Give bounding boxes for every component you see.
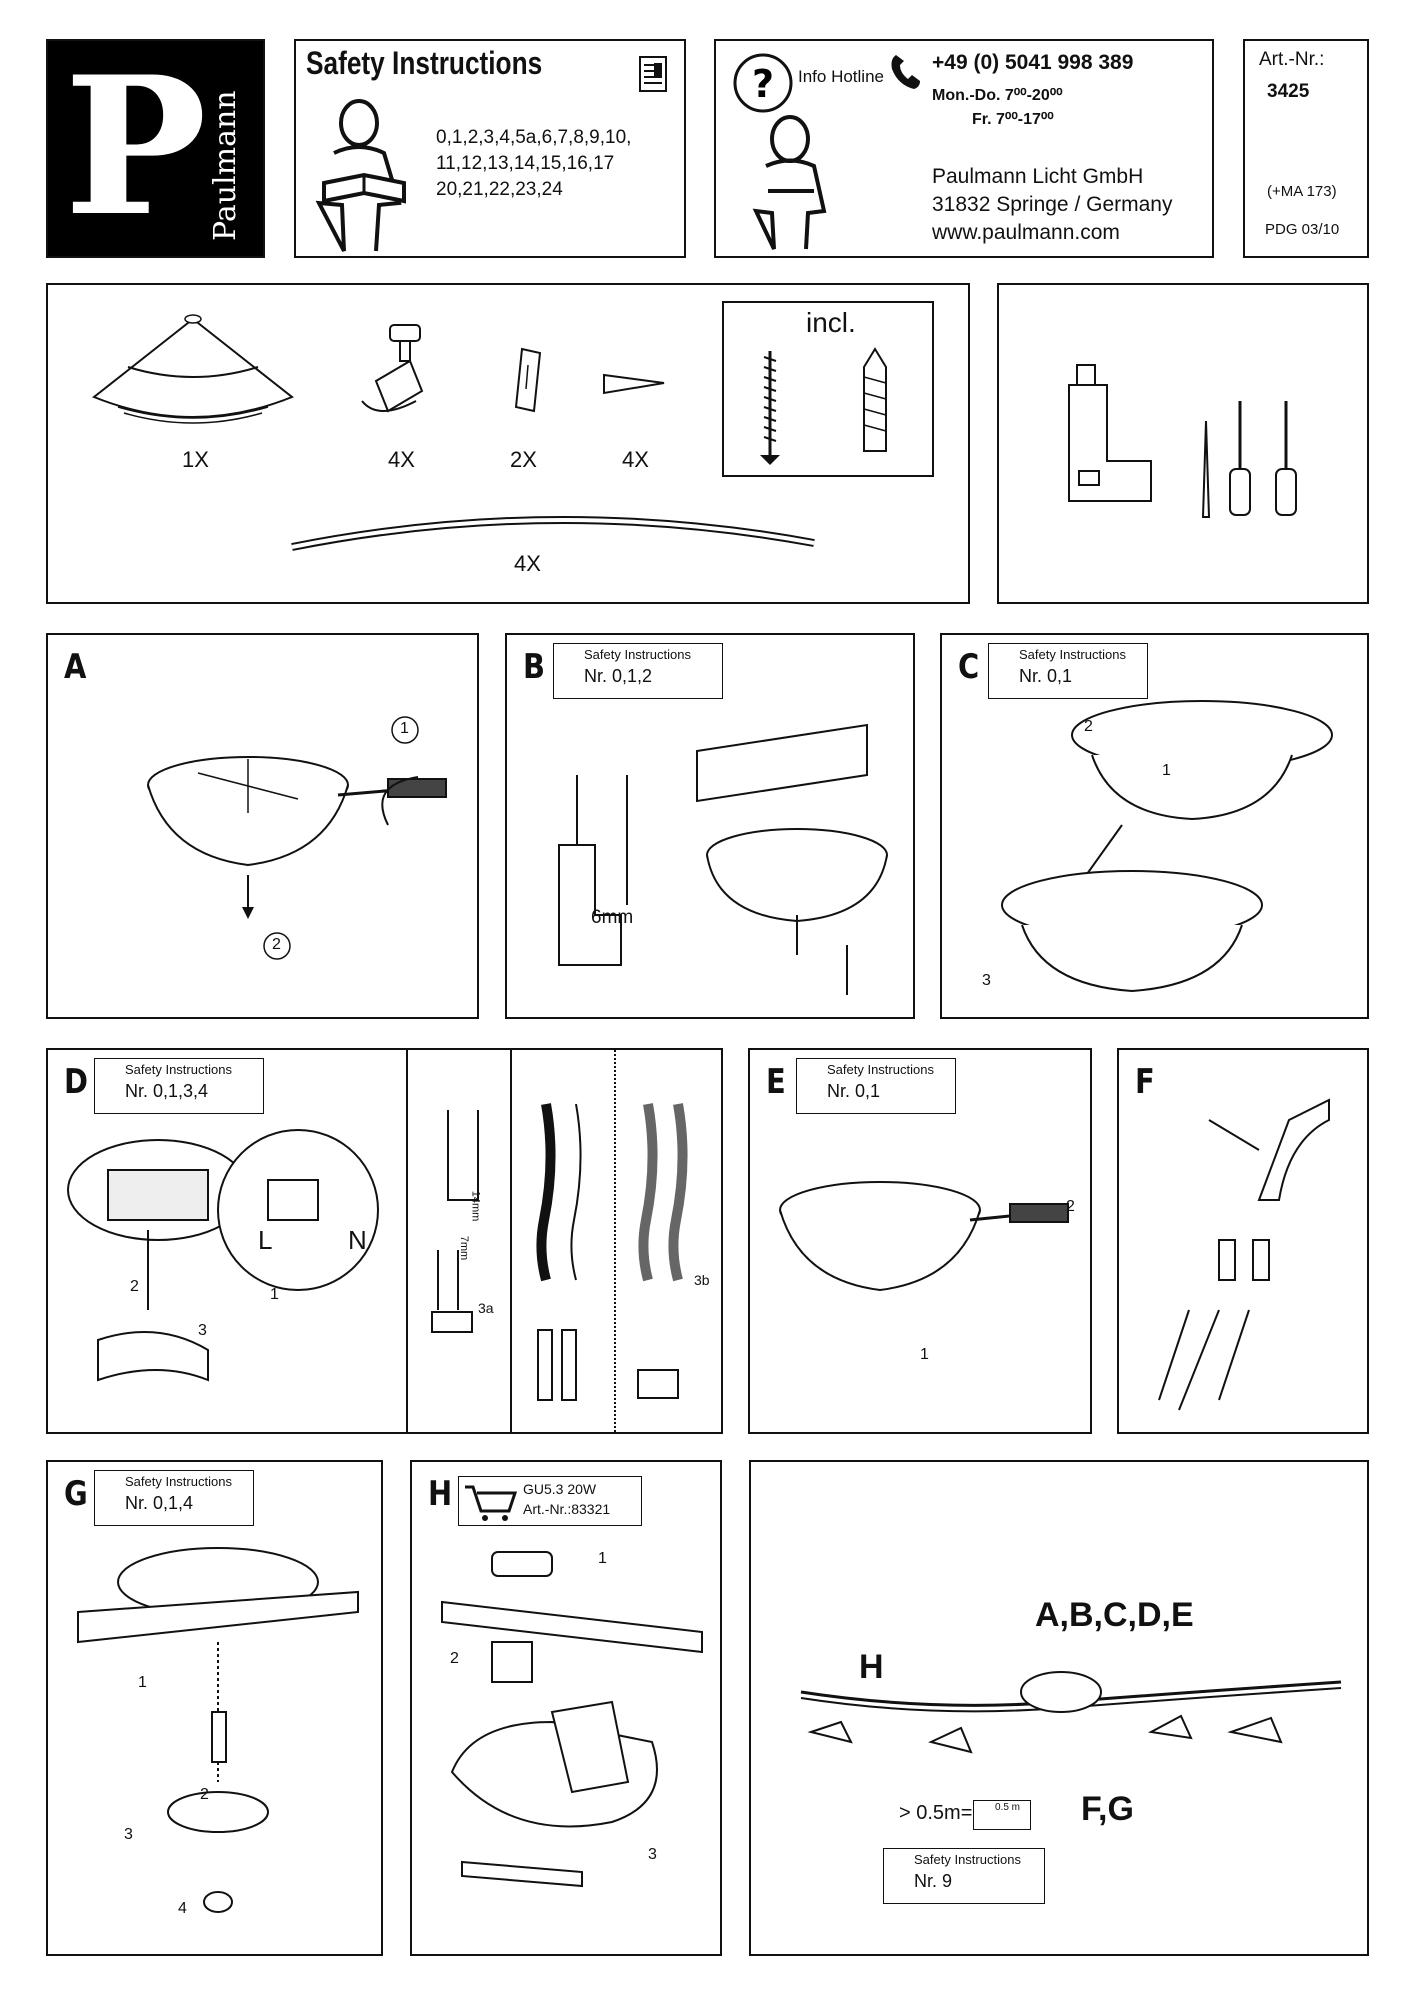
step-g-num4: 4 — [178, 1900, 187, 1917]
hotline-label: Info Hotline — [798, 67, 884, 86]
overview-illustration — [791, 1662, 1351, 1802]
connector-illustration — [510, 345, 550, 415]
logo-brand-name: Paulmann — [208, 90, 243, 241]
qty-connector: 2X — [510, 447, 537, 472]
step-b-letter: B — [523, 647, 546, 687]
step-d-num3b: 3b — [694, 1272, 710, 1288]
safety-numbers: Nr. 0,1,3,4 — [125, 1081, 209, 1101]
step-g-panel — [46, 1460, 383, 1956]
step-e-num2: 2 — [1066, 1198, 1075, 1215]
wire-strip-illustration — [418, 1100, 508, 1330]
drill-bit-icon — [1199, 419, 1213, 519]
company-name: Paulmann Licht GmbH — [932, 165, 1144, 188]
overview-distance: > 0.5m= — [899, 1802, 973, 1824]
parts-panel — [46, 283, 970, 604]
step-g-safety-ref — [94, 1470, 254, 1526]
step-f-illustration — [1129, 1080, 1359, 1420]
lamp-type: GU5.3 20W — [523, 1481, 597, 1497]
safety-label: Safety Instructions — [1019, 647, 1126, 662]
safety-numbers: Nr. 9 — [914, 1871, 953, 1891]
strip-length-14: 14mm — [469, 1190, 482, 1222]
step-g-num2: 2 — [200, 1786, 209, 1803]
overview-label-fg: F,G — [1081, 1790, 1134, 1828]
step-c-num2: 2 — [1084, 718, 1093, 735]
reading-person-icon — [304, 93, 424, 253]
overview-label-abcde: A,B,C,D,E — [1035, 1596, 1194, 1634]
step-d-letter: D — [64, 1062, 88, 1102]
overview-dist-icon: 0.5 m — [995, 1802, 1021, 1813]
qty-base: 1X — [182, 447, 209, 472]
step-g-illustration — [68, 1542, 368, 1942]
safety-label: Safety Instructions — [914, 1852, 1021, 1867]
end-tip-illustration — [600, 365, 670, 401]
article-number: 3425 — [1267, 81, 1310, 102]
lamp-article: Art.-Nr.:83321 — [523, 1501, 611, 1517]
step-c-panel — [940, 633, 1369, 1019]
step-a-num1: 1 — [400, 720, 409, 737]
cable-braided-illustration — [628, 1100, 718, 1410]
step-a-illustration — [128, 725, 458, 925]
step-d-num1: 1 — [270, 1286, 279, 1303]
divider-2 — [510, 1050, 512, 1432]
step-e-safety-ref — [796, 1058, 956, 1114]
step-h-num2: 2 — [450, 1650, 459, 1667]
screw-icon — [758, 347, 782, 467]
safety-numbers: Nr. 0,1,2 — [584, 666, 653, 686]
step-e-panel — [748, 1048, 1092, 1434]
divider-1 — [406, 1050, 408, 1432]
article-ma: (+MA 173) — [1267, 183, 1337, 200]
step-d-safety-ref — [94, 1058, 264, 1114]
svg-text:?: ? — [752, 62, 775, 106]
safety-numbers-line2: 11,12,13,14,15,16,17 — [436, 153, 615, 174]
step-b-illustration — [527, 715, 907, 1005]
safety-numbers: Nr. 0,1 — [827, 1081, 881, 1101]
step-d-num2: 2 — [130, 1278, 139, 1295]
brand-logo-panel — [46, 35, 265, 258]
step-c-num3: 3 — [982, 972, 991, 989]
terminal-n-label: N — [348, 1225, 367, 1255]
step-a-num2: 2 — [272, 936, 281, 953]
company-address: 31832 Springe / Germany — [932, 193, 1173, 216]
cable-black-illustration — [526, 1100, 606, 1410]
step-h-letter: H — [428, 1474, 453, 1514]
rail-illustration — [288, 505, 818, 555]
article-panel — [1243, 39, 1369, 258]
wall-plug-icon — [860, 347, 890, 457]
step-h-panel — [410, 1460, 722, 1956]
step-d-num3a: 3a — [478, 1300, 494, 1316]
shopping-cart-icon — [463, 1483, 517, 1523]
step-c-letter: C — [958, 647, 980, 687]
screwdriver-icon — [1225, 399, 1255, 519]
safety-numbers-line1: 0,1,2,3,4,5a,6,7,8,9,10, — [436, 127, 632, 148]
step-a-letter: A — [64, 647, 87, 687]
step-h-num1: 1 — [598, 1550, 607, 1567]
safety-numbers-line3: 20,21,22,23,24 — [436, 179, 563, 200]
step-c-num1: 1 — [1162, 762, 1171, 779]
spotlight-illustration — [358, 321, 438, 431]
step-b-drill-size: 6mm — [591, 907, 634, 928]
safety-label: Safety Instructions — [125, 1062, 232, 1077]
step-g-num3: 3 — [124, 1826, 133, 1843]
hotline-hours-friday: Fr. 7⁰⁰-17⁰⁰ — [972, 111, 1054, 128]
included-hardware-box — [722, 301, 934, 477]
qty-tip: 4X — [622, 447, 649, 472]
terminal-l-label: L — [258, 1225, 273, 1255]
strip-length-7: 7mm — [458, 1235, 471, 1261]
qty-spot: 4X — [388, 447, 415, 472]
step-h-num3: 3 — [648, 1846, 657, 1863]
step-g-num1: 1 — [138, 1674, 147, 1691]
logo-letter: P — [64, 35, 207, 258]
hotline-panel — [714, 39, 1214, 258]
drill-icon — [1059, 361, 1159, 511]
step-e-num1: 1 — [920, 1346, 929, 1363]
safety-numbers: Nr. 0,1 — [1019, 666, 1073, 686]
step-a-panel — [46, 633, 479, 1019]
step-c-illustration — [982, 695, 1352, 1005]
step-d-num3: 3 — [198, 1322, 207, 1339]
step-g-letter: G — [64, 1474, 88, 1514]
overview-safety-ref — [883, 1848, 1045, 1904]
overview-panel — [749, 1460, 1369, 1956]
phone-icon — [888, 51, 922, 91]
step-b-panel — [505, 633, 915, 1019]
safety-numbers: Nr. 0,1,4 — [125, 1493, 194, 1513]
step-f-panel — [1117, 1048, 1369, 1434]
safety-instructions-header — [294, 39, 686, 258]
ceiling-base-illustration — [88, 307, 298, 437]
step-h-lamp-ref — [458, 1476, 642, 1526]
step-d-panel — [46, 1048, 723, 1434]
phillips-screwdriver-icon — [1271, 399, 1301, 519]
company-website[interactable]: www.paulmann.com — [932, 221, 1120, 244]
qty-rail: 4X — [514, 551, 541, 576]
step-d-main-illustration — [58, 1120, 398, 1420]
step-e-letter: E — [766, 1062, 786, 1102]
step-e-illustration — [770, 1160, 1080, 1340]
document-icon — [636, 53, 670, 95]
hotline-phone: +49 (0) 5041 998 389 — [932, 51, 1134, 74]
safety-label: Safety Instructions — [125, 1474, 232, 1489]
step-f-letter: F — [1135, 1062, 1155, 1102]
divider-dotted — [614, 1050, 616, 1432]
overview-label-h: H — [859, 1648, 884, 1686]
step-c-safety-ref — [988, 643, 1148, 699]
step-b-safety-ref — [553, 643, 723, 699]
safety-label: Safety Instructions — [584, 647, 691, 662]
safety-label: Safety Instructions — [827, 1062, 934, 1077]
tools-panel — [997, 283, 1369, 604]
safety-title: Safety Instructions — [306, 45, 543, 81]
article-label: Art.-Nr.: — [1259, 49, 1325, 70]
step-h-illustration — [432, 1542, 712, 1942]
incl-label: incl. — [806, 307, 856, 338]
hotline-hours-weekday: Mon.-Do. 7⁰⁰-20⁰⁰ — [932, 87, 1063, 104]
article-pdg: PDG 03/10 — [1265, 221, 1340, 238]
